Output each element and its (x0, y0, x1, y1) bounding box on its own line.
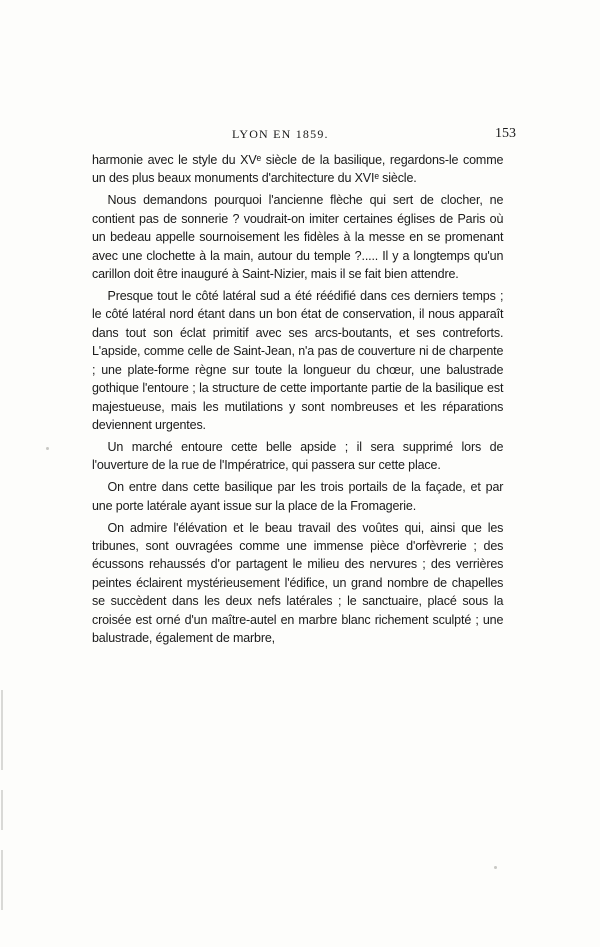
body-text (92, 151, 503, 651)
page-edge-mark (1, 790, 3, 830)
page-edge-mark (1, 850, 3, 910)
paragraph-4: Un marché entoure cette belle apside ; il sera supprimé lors de l'ouverture de la rue de l'Impératrice, qui passera sur cette place. (92, 438, 504, 473)
paragraph-2: Nous demandons pourquoi l'ancienne flèche qui sert de clocher, ne contient pas de sonnerie ? voudrait-on imiter certaines églises de Paris où un bedeau appelle sournoisement les fidèles à la messe en se promenant avec une clochette à la main, autour du temple ?..... Il y a longtemps qu'un carillon doit être inauguré à Saint-Nizier, mais il se fait bien attendre. (92, 192, 504, 282)
paper-speck (494, 866, 497, 869)
paragraph-6: On admire l'élévation et le beau travail des voûtes qui, ainsi que les tribunes, sont ouvragées comme une immense pièce d'orfèvrerie ; des écussons rehaussés d'or partagent le milieu des nervures ; des verrières peintes éclairent mystérieusement l'édifice, un grand nombre de chapelles se succèdent dans les deux nefs latérales ; le sanctuaire, placé sous la croisée est orné d'un maître-autel en marbre blanc richement sculpté ; une balustrade, également de marbre, (92, 519, 504, 646)
paper-speck (46, 447, 49, 450)
running-title: LYON EN 1859. (232, 127, 329, 141)
page-number: 153 (495, 126, 516, 141)
page-edge-mark (1, 690, 3, 770)
running-head (92, 127, 516, 145)
paragraph-5: On entre dans cette basilique par les trois portails de la façade, et par une porte latérale ayant issue sur la place de la Fromagerie. (92, 479, 504, 513)
paragraph-3: Presque tout le côté latéral sud a été réédifié dans ces derniers temps ; le côté latéral nord étant dans un bon état de conservation, il nous apparaît dans tout son éclat primitif avec ses arcs-boutants, et ses contreforts. L'apside, comme celle de Saint-Jean, n'a pas de couverture ni de charpente ; une plate-forme règne sur toute la longueur du chœur, une balustrade gothique l'entoure ; la structure de cette importante partie de la basilique est majestueuse, mais les mutilations y sont nombreuses et les réparations deviennent urgentes. (92, 287, 504, 433)
paragraph-1: harmonie avec le style du XVᵉ siècle de la basilique, regardons-le comme un des plus beaux monuments d'architecture du XVIᵉ siècle. (92, 152, 504, 186)
